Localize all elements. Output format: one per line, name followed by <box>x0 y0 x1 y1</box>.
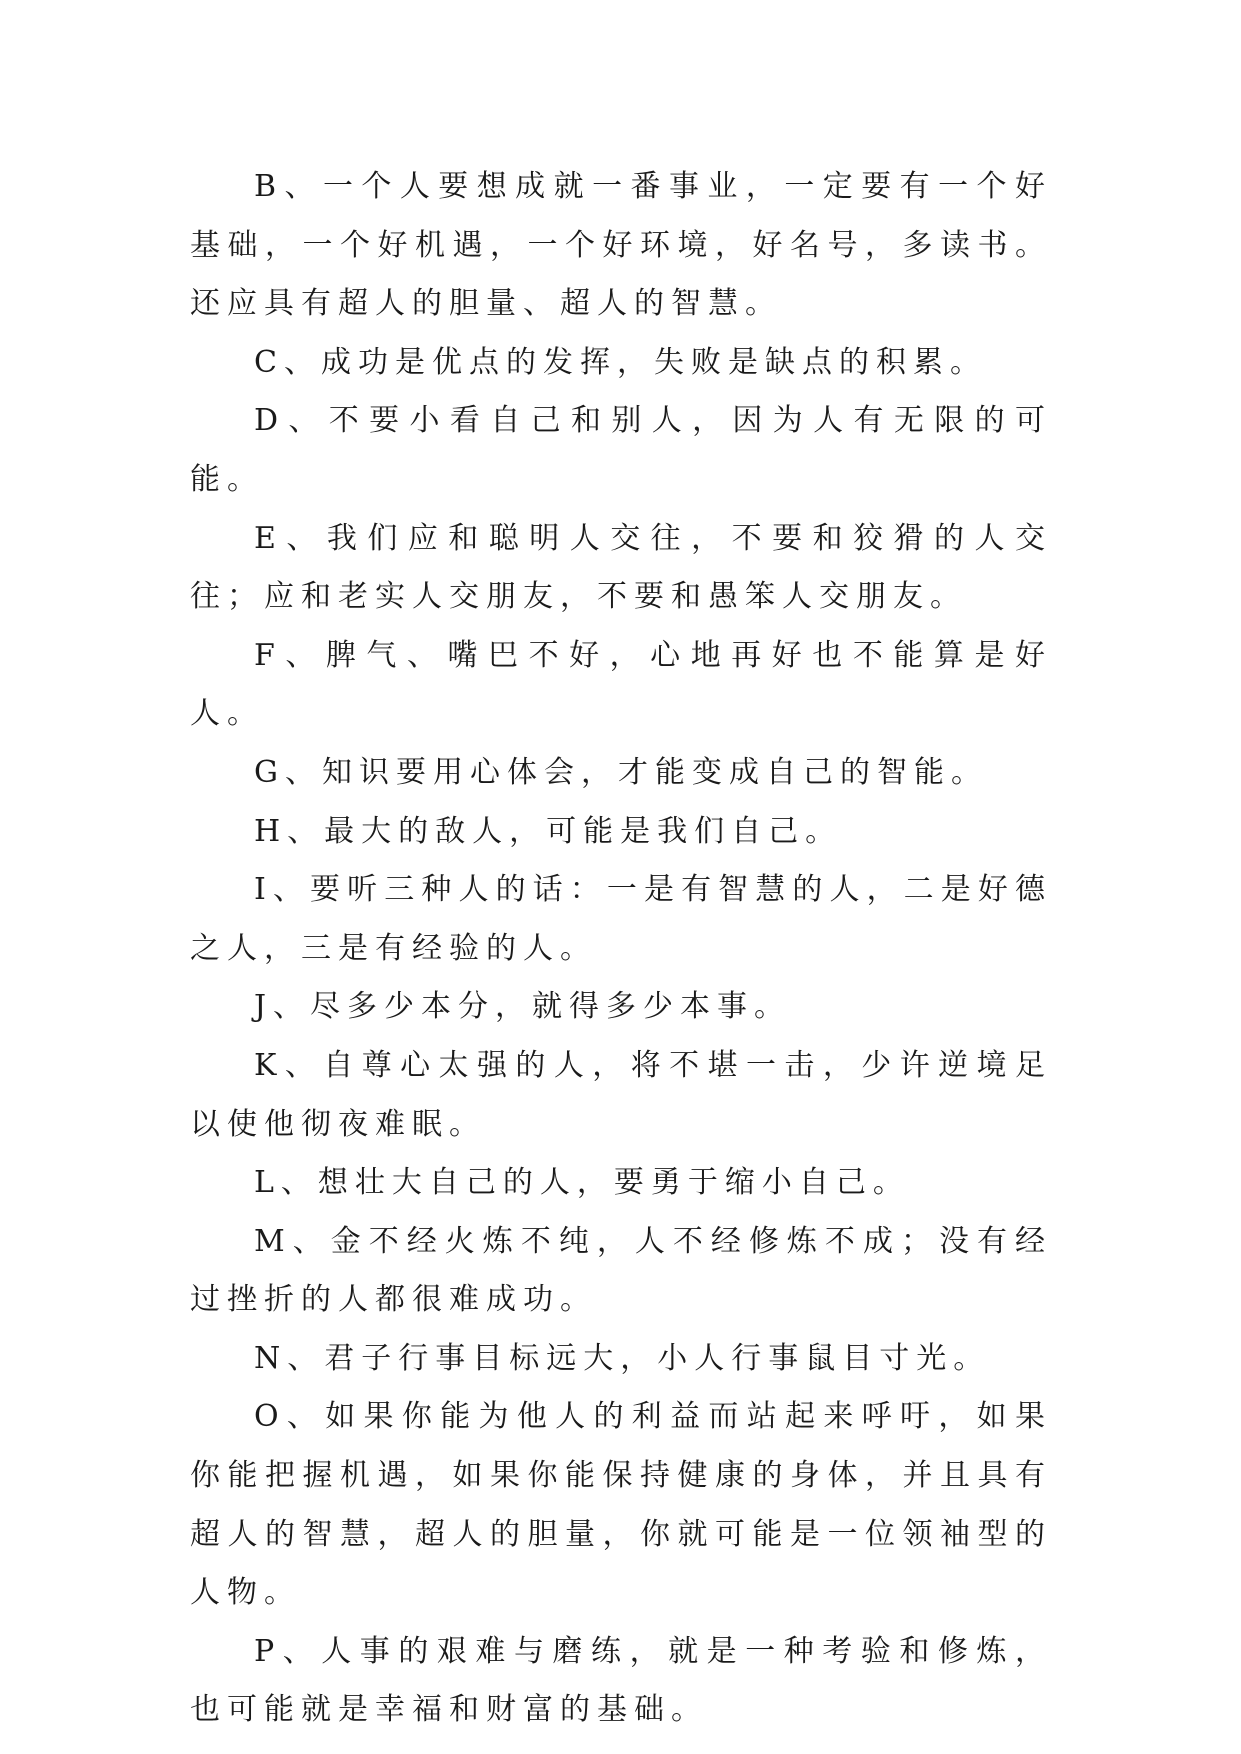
document-body <box>190 158 1052 1740</box>
paragraph-j: J、尽多少本分，就得多少本事。 <box>254 989 792 1025</box>
paragraph-n: N、君子行事目标远大，小人行事鼠目寸光。 <box>254 1340 991 1376</box>
paragraph-m: M、金不经火炼不纯，人不经修炼不成；没有经过挫折的人都很难成功。 <box>190 1223 1052 1318</box>
paragraph-i: I、要听三种人的话：一是有智慧的人，二是好德之人，三是有经验的人。 <box>190 872 1052 966</box>
paragraph-p: P、人事的艰难与磨练，就是一种考验和修炼，也可能就是幸福和财富的基础。 <box>190 1633 1052 1728</box>
paragraph-e: E、我们应和聪明人交往，不要和狡猾的人交往；应和老实人交朋友，不要和愚笨人交朋友。 <box>190 520 1052 615</box>
paragraph-c: C、成功是优点的发挥，失败是缺点的积累。 <box>254 344 987 380</box>
paragraph-k: K、自尊心太强的人，将不堪一击，少许逆境足以使他彻夜难眠。 <box>190 1047 1052 1142</box>
paragraph-d: D、不要小看自己和别人，因为人有无限的可能。 <box>190 403 1052 497</box>
paragraph-g: G、知识要用心体会，才能变成自己的智能。 <box>254 754 988 790</box>
paragraph-h: H、最大的敌人，可能是我们自己。 <box>254 813 843 849</box>
paragraph-o: O、如果你能为他人的利益而站起来呼吁，如果你能把握机遇，如果你能保持健康的身体，并且具有超人的智慧，超人的胆量，你就可能是一位领袖型的人物。 <box>190 1399 1052 1611</box>
paragraph-f: F、脾气、嘴巴不好，心地再好也不能算是好人。 <box>190 637 1052 732</box>
paragraph-l: L、想壮大自己的人，要勇于缩小自己。 <box>254 1165 910 1201</box>
paragraph-b: B、一个人要想成就一番事业，一定要有一个好基础，一个好机遇，一个好环境，好名号，多读书。还应具有超人的胆量、超人的智慧。 <box>190 169 1052 322</box>
